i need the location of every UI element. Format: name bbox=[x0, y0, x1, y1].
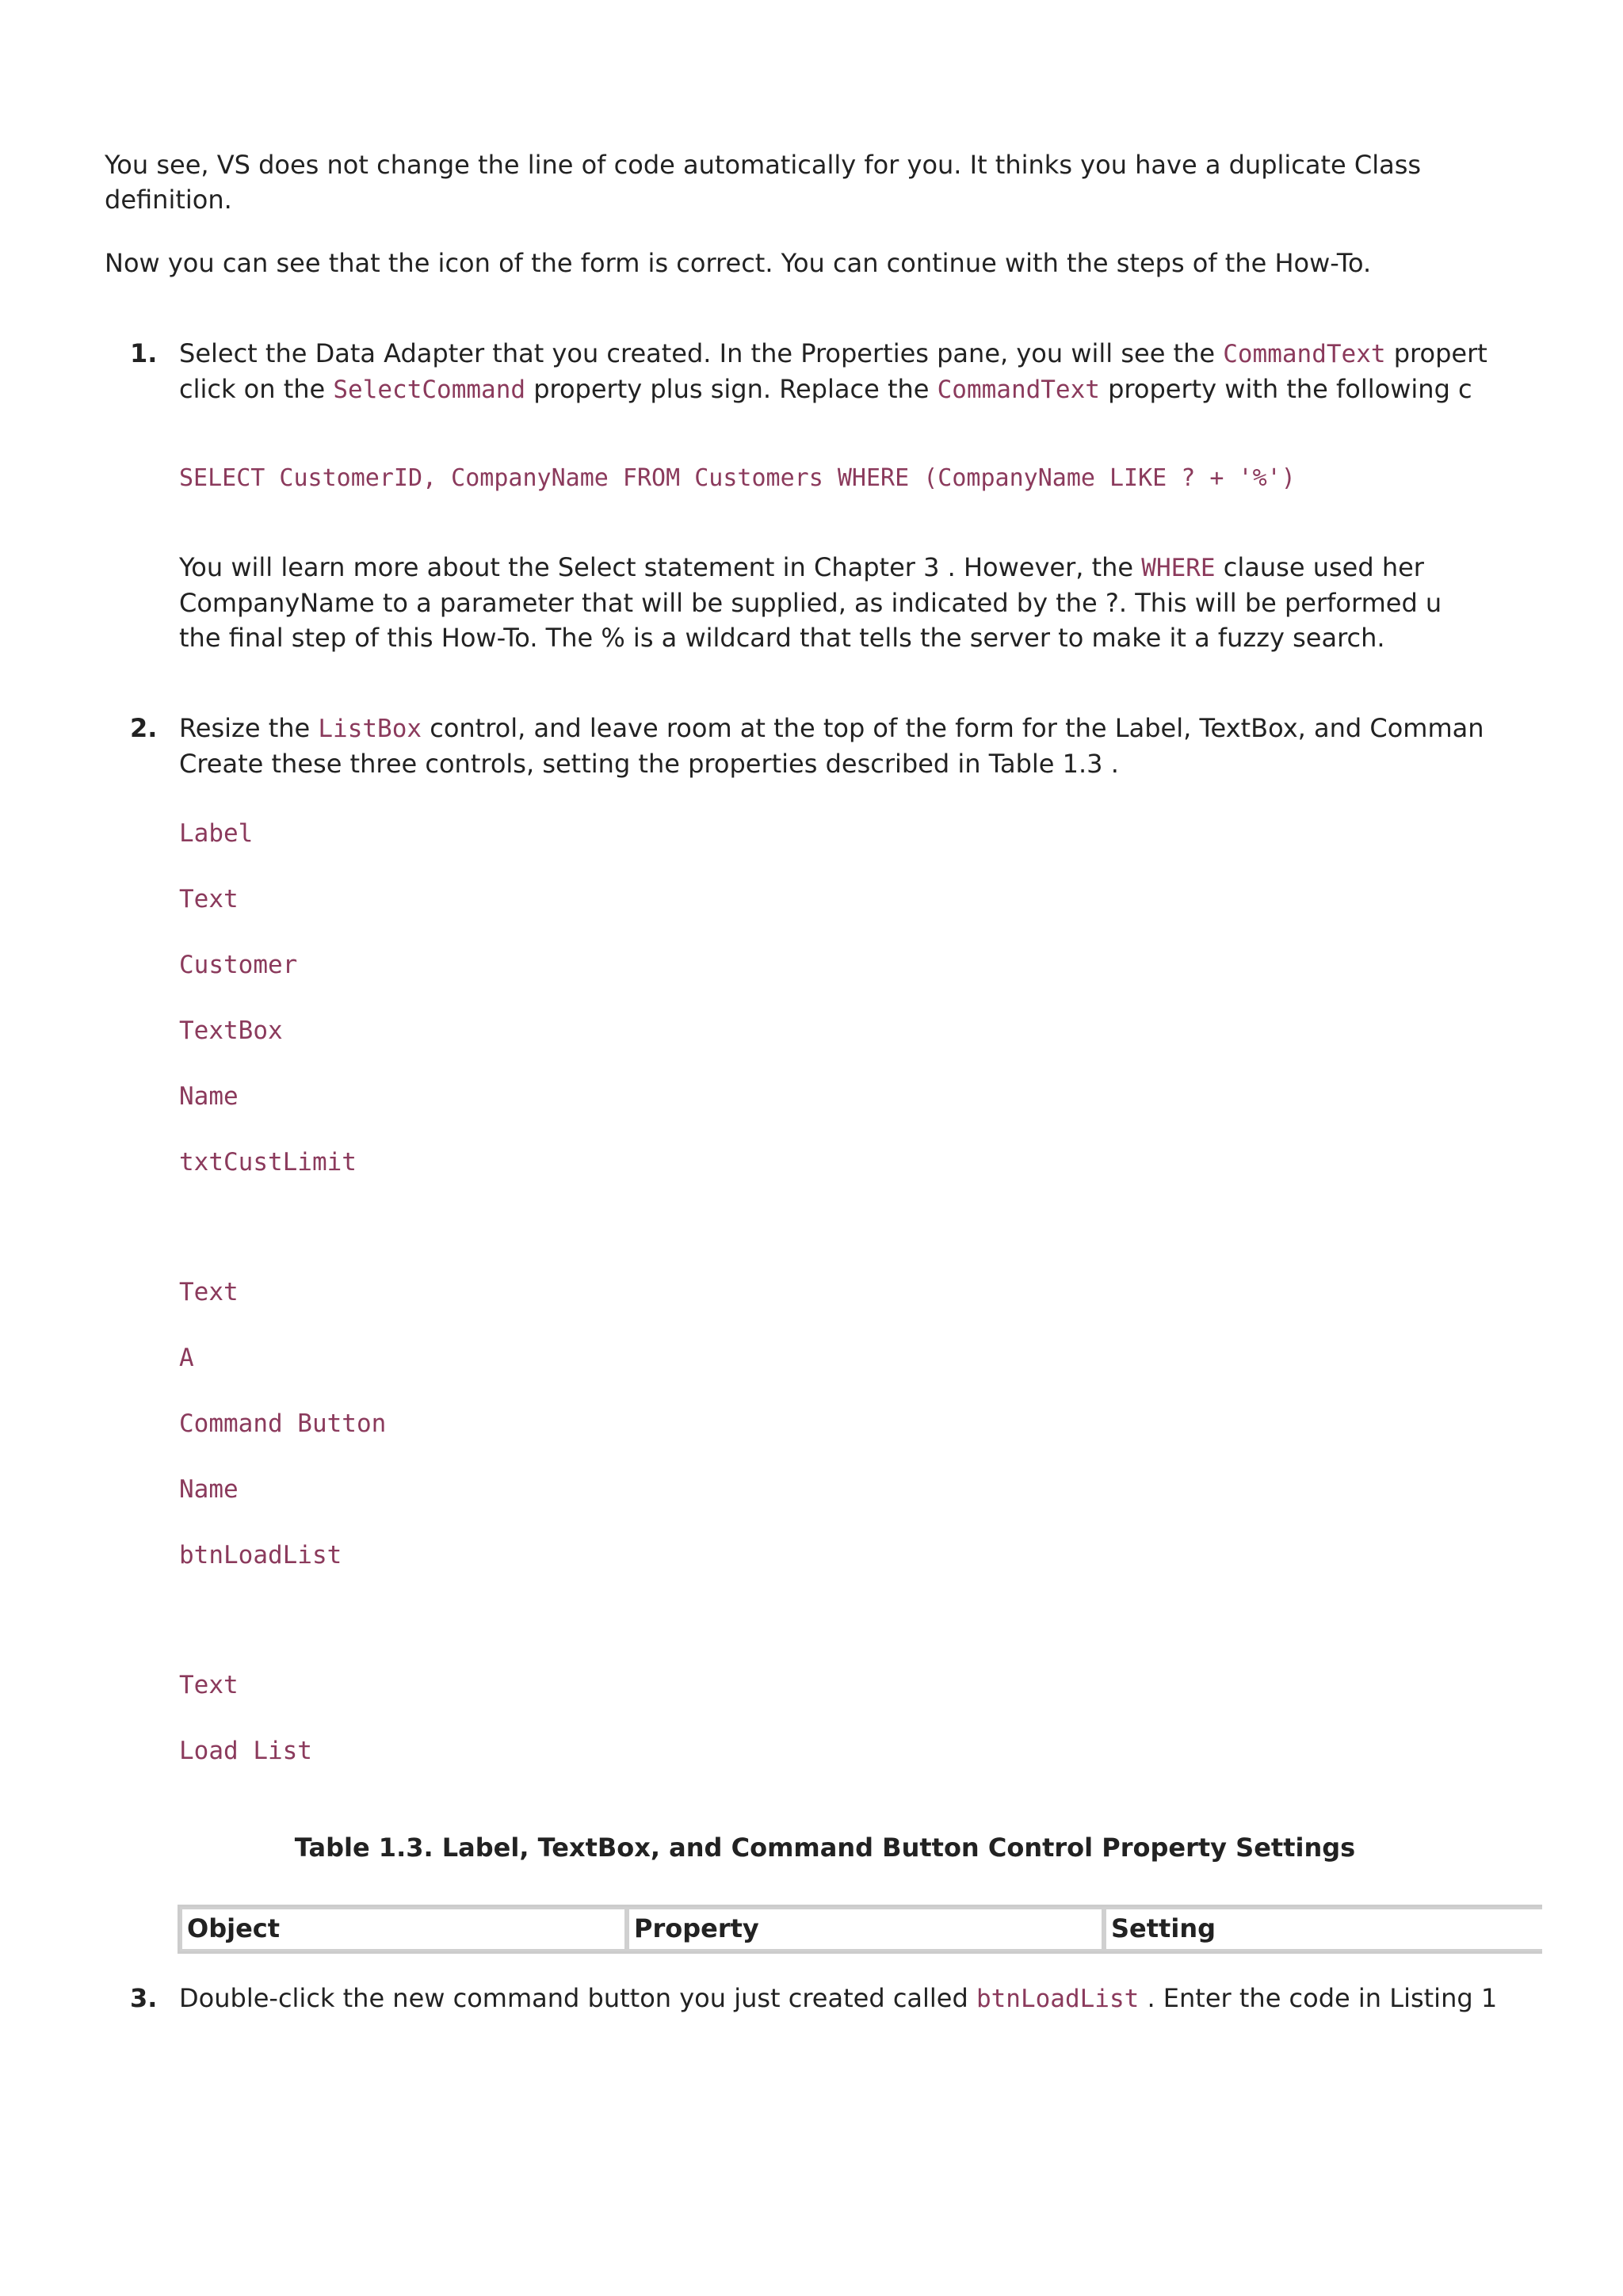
table-wrapper bbox=[178, 1905, 1542, 1954]
step-1-explanation bbox=[179, 550, 1542, 655]
step-1 bbox=[105, 336, 1542, 407]
step-number: 3. bbox=[130, 1983, 158, 2013]
step-text: . Enter the code in Listing 1 bbox=[1139, 1983, 1498, 2013]
property-item: Command Button bbox=[179, 1409, 387, 1438]
step-2 bbox=[105, 711, 1542, 781]
step-text: click on the bbox=[179, 374, 334, 404]
table-header-setting: Setting bbox=[1104, 1907, 1542, 1951]
table-header-property: Property bbox=[627, 1907, 1104, 1951]
explanation-line-2: CompanyName to a parameter that will be supplied, as indicated by the ?. This will be performed u bbox=[179, 588, 1442, 618]
step-text: propert bbox=[1385, 338, 1487, 368]
inline-code: CommandText bbox=[1223, 340, 1386, 368]
table-header-row bbox=[180, 1907, 1542, 1951]
property-item: Text bbox=[179, 1671, 239, 1699]
inline-code: SelectCommand bbox=[333, 376, 526, 404]
step-3-line-1 bbox=[179, 1981, 1542, 2016]
inline-code: CommandText bbox=[937, 376, 1100, 404]
explanation-line-1 bbox=[179, 550, 1542, 585]
property-item: A bbox=[179, 1344, 194, 1372]
property-item: Customer bbox=[179, 951, 298, 979]
explanation-text: You will learn more about the Select statement in Chapter 3 . However, the bbox=[179, 552, 1142, 582]
property-item: Text bbox=[179, 885, 239, 913]
sql-code-block: SELECT CustomerID, CompanyName FROM Customers WHERE (CompanyName LIKE ? + '%') bbox=[179, 464, 1296, 492]
property-item: Name bbox=[179, 1475, 239, 1504]
explanation-text: clause used her bbox=[1215, 552, 1424, 582]
step-text: control, and leave room at the top of the form for the Label, TextBox, and Comman bbox=[422, 713, 1484, 743]
property-item: Load List bbox=[179, 1737, 312, 1765]
inline-code: WHERE bbox=[1141, 554, 1216, 582]
inline-code: btnLoadList bbox=[976, 1985, 1140, 2013]
table-caption: Table 1.3. Label, TextBox, and Command Button Control Property Settings bbox=[294, 1833, 1356, 1863]
property-list bbox=[105, 816, 1542, 1768]
step-text: Select the Data Adapter that you created. In the Properties pane, you will see the bbox=[179, 338, 1224, 368]
step-1-line-2 bbox=[179, 372, 1542, 407]
intro-paragraph-1: You see, VS does not change the line of code automatically for you. It thinks you have a duplicate Class definition. bbox=[105, 150, 1422, 215]
property-item: Name bbox=[179, 1082, 239, 1111]
property-settings-table bbox=[178, 1905, 1542, 1954]
property-item: TextBox bbox=[179, 1016, 283, 1045]
step-text: property plus sign. Replace the bbox=[525, 374, 938, 404]
step-1-line-1 bbox=[179, 336, 1542, 372]
property-item: Label bbox=[179, 819, 254, 848]
step-number: 2. bbox=[130, 713, 158, 743]
intro-paragraph-2: Now you can see that the icon of the form is correct. You can continue with the steps of the How-To. bbox=[105, 248, 1372, 278]
explanation-line-3: the final step of this How-To. The % is a wildcard that tells the server to make it a fuzzy search. bbox=[179, 623, 1385, 653]
property-item: Text bbox=[179, 1278, 239, 1306]
property-item: txtCustLimit bbox=[179, 1148, 357, 1177]
step-text: Double-click the new command button you just created called bbox=[179, 1983, 976, 2013]
step-3 bbox=[105, 1981, 1542, 2016]
document-content bbox=[105, 147, 1542, 2016]
property-item: btnLoadList bbox=[179, 1541, 342, 1569]
step-2-line-1 bbox=[179, 711, 1542, 746]
step-text: Resize the bbox=[179, 713, 319, 743]
step-number: 1. bbox=[130, 338, 158, 368]
table-header-object: Object bbox=[180, 1907, 627, 1951]
step-2-line-2: Create these three controls, setting the properties described in Table 1.3 . bbox=[179, 749, 1119, 779]
step-text: property with the following c bbox=[1099, 374, 1472, 404]
inline-code: ListBox bbox=[318, 715, 422, 743]
